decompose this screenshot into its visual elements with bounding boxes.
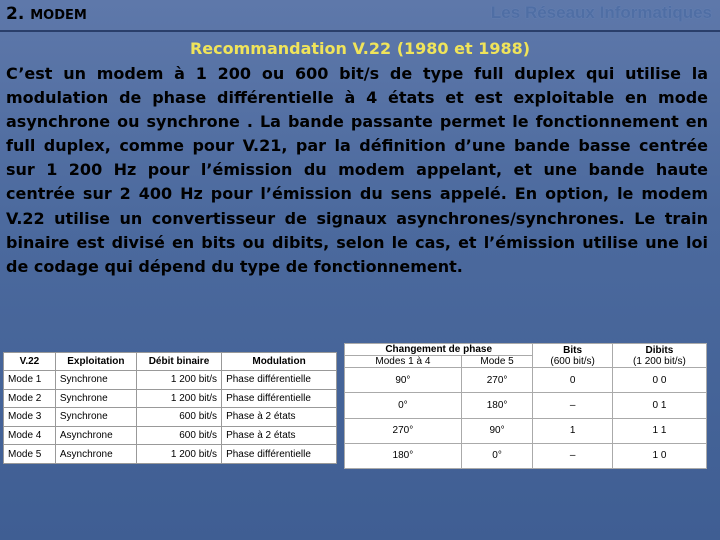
dibits-cell: 1 0	[612, 443, 706, 468]
debit-cell: 1 200 bit/s	[136, 371, 221, 390]
exploitation-cell: Synchrone	[55, 408, 136, 427]
slide-subtitle: Recommandation V.22 (1980 et 1988)	[189, 39, 531, 58]
bits-cell: 1	[533, 418, 613, 443]
debit-cell: 1 200 bit/s	[136, 445, 221, 464]
phase-mode-5-cell: 0°	[461, 443, 533, 468]
modes-col-v22: V.22	[4, 353, 56, 371]
phase-mode-5-cell: 180°	[461, 393, 533, 418]
dibits-header	[612, 344, 706, 368]
phase-change-header: Changement de phase	[345, 344, 533, 356]
phase-modes-1-4-cell: 0°	[345, 393, 462, 418]
mode-cell: Mode 4	[4, 426, 56, 445]
table-row	[4, 389, 337, 408]
modulation-cell: Phase différentielle	[222, 371, 337, 390]
table-row	[345, 393, 707, 418]
bits-header	[533, 344, 613, 368]
exploitation-cell: Synchrone	[55, 389, 136, 408]
phase-table	[344, 343, 707, 469]
table-row	[345, 368, 707, 393]
table-row	[4, 426, 337, 445]
modes-col-debit: Débit binaire	[136, 353, 221, 371]
header-divider	[0, 30, 720, 32]
modulation-cell: Phase différentielle	[222, 445, 337, 464]
section-number	[6, 4, 87, 24]
bits-cell: 0	[533, 368, 613, 393]
phase-table-header-row	[345, 344, 707, 356]
table-row	[4, 445, 337, 464]
dibits-header-rate: (1 200 bit/s)	[633, 355, 686, 367]
phase-mode-5-cell: 270°	[461, 368, 533, 393]
body-paragraph: C’est un modem à 1 200 ou 600 bit/s de type full duplex qui utilise la modulation de phase différentielle à 4 états et est exploitable en mode asynchrone ou synchrone . La bande passante permet le fonctionnement en full duplex, comme pour V.21, par la définition d’une bande basse centrée sur 1 200 Hz pour l’émission du modem appelant, et une bande haute centrée sur 2 400 Hz pour l’émission du sens appelé. En option, le modem V.22 utilise un convertisseur de signaux asynchrones/synchrones. Le train binaire est divisé en bits ou dibits, selon le cas, et l’émission utilise une loi de codage qui dépend du type de fonctionnement.	[6, 64, 708, 276]
dibits-header-label: Dibits	[645, 344, 674, 356]
debit-cell: 600 bit/s	[136, 408, 221, 427]
modes-col-modulation: Modulation	[222, 353, 337, 371]
phase-modes-1-4-cell: 180°	[345, 443, 462, 468]
dibits-cell: 1 1	[612, 418, 706, 443]
debit-cell: 600 bit/s	[136, 426, 221, 445]
debit-cell: 1 200 bit/s	[136, 389, 221, 408]
bits-cell: –	[533, 393, 613, 418]
table-row	[345, 418, 707, 443]
modulation-cell: Phase différentielle	[222, 389, 337, 408]
dibits-cell: 0 1	[612, 393, 706, 418]
dibits-cell: 0 0	[612, 368, 706, 393]
bits-header-rate: (600 bit/s)	[550, 355, 595, 367]
table-row	[4, 408, 337, 427]
bits-cell: –	[533, 443, 613, 468]
section-number-digit: 2.	[6, 4, 25, 24]
table-row	[4, 371, 337, 390]
mode-cell: Mode 2	[4, 389, 56, 408]
exploitation-cell: Asynchrone	[55, 426, 136, 445]
mode-cell: Mode 5	[4, 445, 56, 464]
modulation-cell: Phase à 2 états	[222, 408, 337, 427]
exploitation-cell: Asynchrone	[55, 445, 136, 464]
phase-modes-1-4-cell: 90°	[345, 368, 462, 393]
phase-modes-1-4-cell: 270°	[345, 418, 462, 443]
modes-1-4-header: Modes 1 à 4	[345, 356, 462, 368]
exploitation-cell: Synchrone	[55, 371, 136, 390]
mode-5-header: Mode 5	[461, 356, 533, 368]
modes-col-exploitation: Exploitation	[55, 353, 136, 371]
modes-table-header-row	[4, 353, 337, 371]
modes-table	[3, 352, 337, 464]
table-row	[345, 443, 707, 468]
phase-mode-5-cell: 90°	[461, 418, 533, 443]
modulation-cell: Phase à 2 états	[222, 426, 337, 445]
course-title: Les Réseaux Informatiques	[490, 3, 712, 22]
mode-cell: Mode 1	[4, 371, 56, 390]
section-label: MODEM	[30, 8, 87, 23]
bits-header-label: Bits	[563, 344, 583, 356]
mode-cell: Mode 3	[4, 408, 56, 427]
